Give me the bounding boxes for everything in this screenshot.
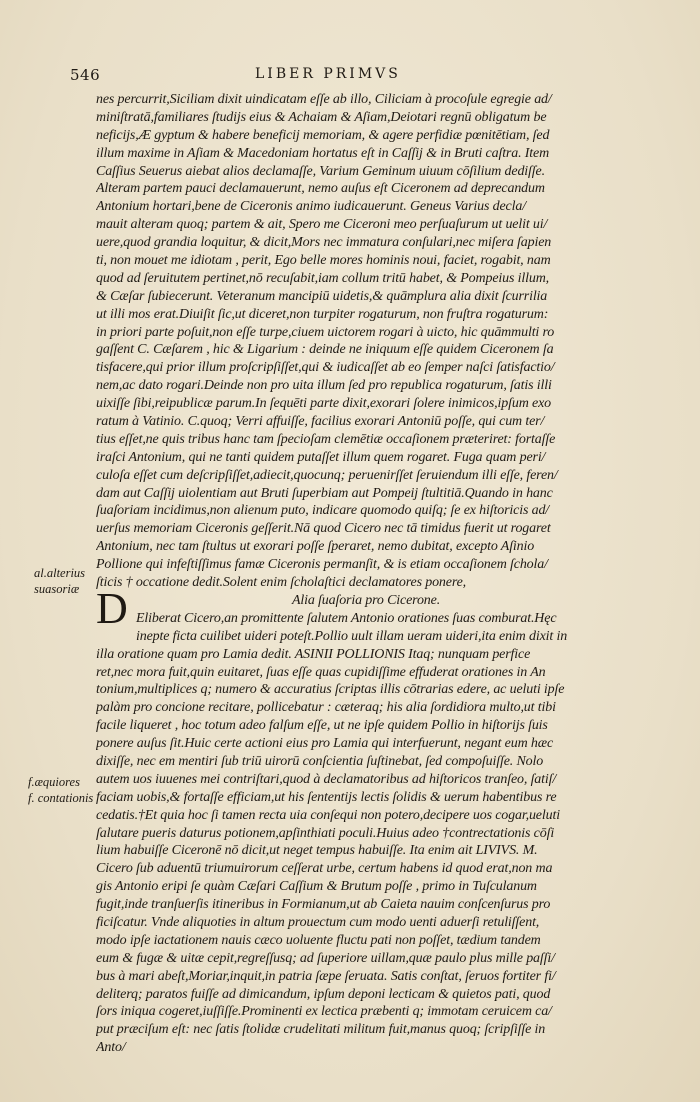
text-line: Antonium hortari,bene de Ciceronis animo iudicauerunt. Geneus Varius decla/ <box>96 199 526 215</box>
text-line: ratum à Vatinio. C.quoq; Verri affuiſſe, facilius exorari Antoniū poſſe, qui cum ter/ <box>96 414 545 430</box>
text-line: tonium,multiplices q; numero & accuratius ſcriptas illis cōtrarias edere, ac ueluti ipſe <box>96 682 565 698</box>
text-line: faciam uobis,& fortaſſe efficiam,ut his ſententijs lectis ſolidis & uerum habentibus re <box>96 789 557 805</box>
text-line: gaſſent C. Cæſarem , hic & Ligarium : deinde ne iniquum eſſe quidem Ciceronem ſa <box>96 342 554 358</box>
text-line: deliterq; paratos fuiſſe ad dimicandum, ipſum deponi lecticam & quietos pati, quod <box>96 986 551 1002</box>
text-line: Anto/ <box>96 1040 126 1056</box>
text-line: & Cæſar ſubiecerunt. Veteranum mancipiū uidetis,& quāmplura alia dixit ſcurrilia <box>96 288 548 304</box>
text-line: palàm pro concione recitare, pollicebatur : cæteraq; his alia ſordidiora multo,ut tibi <box>96 700 556 716</box>
text-line: Pollione qui infeſtiſſimus famæ Ciceronis permanſit, & is etiam occaſionem ſchola/ <box>96 557 548 573</box>
text-line: ponere auſus ſit.Huic certe actioni eius pro Lamia qui interfuerunt, negant eum hæc <box>96 736 554 752</box>
text-line: tisfacere,qui prior illum proſcripſiſſet,qui & iudicaſſet ab eo ſemper naſci ſatisfactio/ <box>96 360 555 376</box>
text-line: illa oratione quam pro Lamia dedit. ASINII POLLIONIS Itaq; nunquam perfice <box>96 646 531 662</box>
text-line: uere,quod grandia loquitur, & dicit,Mors nec immatura conſulari,nec miſera ſapien <box>96 235 552 251</box>
text-line: nes percurrit,Siciliam dixit uindicatam eſſe ab illo, Ciliciam à procoſule egregie ad/ <box>96 92 552 107</box>
text-line: miniſtratā,familiares ſtudijs eius & Achaiam & Aſiam,Deiotari regnū obligatum be <box>96 109 547 125</box>
text-line: fugit,inde tranſuerſis itineribus in Formianum,ut ab Caieta nauim conſcenſurus pro <box>96 897 551 913</box>
text-line: ſalutare pueris daturus potionem,apſinthiati poculi.Huius adeo †contrectationis cōſi <box>96 825 555 841</box>
text-line: uixiſſe ſibi,reipublicæ parum.In ſequēti parte dixit,exorari ſolere inimicos,ipſum exo <box>96 396 551 412</box>
text-line: put præciſum eſt: nec ſatis ſtolidæ crudelitati militum fuit,manus quoq; ſcripſiſſe in <box>96 1022 546 1038</box>
text-line: autem uos iuuenes mei contriſtari,quod à declamatoribus ad hiſtoricos tranſeo, ſatiſ/ <box>96 771 557 787</box>
text-line: mauit alteram quoq; partem & ait, Spero me Ciceroni meo perſuaſurum ut uelit ui/ <box>96 217 548 233</box>
margin-note-text: f.æquiores f. contationis <box>28 775 94 805</box>
text-line: uerſus memoriam Ciceronis geſſerit.Nā quod Cicero nec tā timidus fuerit ut rogaret <box>96 521 551 537</box>
text-line: dixiſſe, nec em mentiri ſub triū uirorū conſcientia ſuſtinebat, ſed compoſuiſſe. Nolo <box>96 753 544 769</box>
text-line: modo ipſe iactationem nauis cæco uoluente fluctu pati non poſſet, tædium tandem <box>96 932 541 948</box>
text-line: iraſci Antonium, qui ne tanti quidem putaſſet illum quem rogaret. Fuga quam peri/ <box>96 449 546 465</box>
drop-initial: D <box>96 584 128 633</box>
text-line: ficiſcatur. Vnde aliquoties in altum prouectum cum modo uenti aduerſi retuliſſent, <box>96 914 540 930</box>
text-line: culoſa eſſet cum deſcripſiſſet,adiecit,quocunq; peruenirſſet ſeruiendum illi eſſe, feren/ <box>96 467 558 483</box>
text-line: Antonium, nec tam ſtultus ut exorari poſſe ſperaret, nemo dubitat, excepto Aſinio <box>96 539 535 555</box>
text-line: inepte ficta cuilibet uideri poteſt.Pollio uult illam ueram uideri,ita enim dixit in <box>136 628 568 644</box>
margin-note <box>34 565 85 597</box>
text-line: ſors iniqua cogeret,iuſſiſſe.Prominenti ex lectica præbenti q; immotam ceruicem ca/ <box>96 1004 552 1020</box>
text-line: dam aut Caſſij uiolentiam aut Bruti ſuperbiam aut Pompeij ſtultitiā.Quando in hanc <box>96 485 553 501</box>
text-line: ut illi mos erat.Diuiſit ſic,ut diceret,non turpiter rogaturum, non fruſtra rogaturum: <box>96 306 549 322</box>
text-line: cedatis.†Et quia hoc ſi tamen recta uia conſequi non potero,decipere uos cogar,ueluti <box>96 807 560 823</box>
text-line: facile liqueret , hoc totum adeo falſum eſſe, ut ne ipſe quidem Pollio in hiſtorijs ſuis <box>96 718 548 734</box>
text-line: nem,ac dato rogari.Deinde non pro uita illum ſed pro republica rogaturum, ſatis illi <box>96 378 552 394</box>
text-line: Eliberat Cicero,an promittente ſalutem Antonio orationes ſuas comburat.Hęc <box>136 610 557 626</box>
text-line: ret,nec mora fuit,quin euitaret, ſuas eſſe quas cupidiſſime effuderat orationes in An <box>96 664 546 680</box>
margin-note-text: al.alterius suasoriæ <box>34 566 86 596</box>
margin-note <box>28 774 93 806</box>
text-line: eum & fugæ & uitæ cepit,regreſſusq; ad ſuperiore uillam,quæ paulo plus mille paſſi/ <box>96 950 555 966</box>
text-line: neficijs,Æ gyptum & habere beneficij memoriam, & agere perfidiæ pœnitētiam, ſed <box>96 127 550 143</box>
text-line: ſticis † occatione dedit.Solent enim ſcholaſtici declamatores ponere, <box>96 575 467 591</box>
text-line: gis Antonio eripi ſe quàm Cæſari Caſſium & Brutum poſſe , primo in Tuſculanum <box>96 879 537 895</box>
text-line: ſuaſoriam incidimus,non alienum puto, indicare quomodo quiſq; ſe ex hiſtoricis ad/ <box>96 503 550 519</box>
text-line: Cicero ſub aduentū triumuirorum ceſſerat urbe, certum habens id quod erat,non ma <box>96 861 553 877</box>
text-line: tius eſſet,ne quis tribus hanc tam ſpecioſam clemētiæ occaſionem præteriret: fortaſſe <box>96 431 556 447</box>
text-line: Alia ſuaſoria pro Cicerone. <box>291 592 441 608</box>
page-header <box>70 66 640 90</box>
text-line: lium habuiſſe Ciceronē nō dicit,ut neget tempus habuiſſe. Ita enim ait LIVIVS. M. <box>96 843 538 859</box>
page-number: 546 <box>70 66 101 84</box>
text-line: bus à mari abeſt,Moriar,inquit,in patria ſæpe ſeruata. Satis conſtat, ſeruos fortiter fi/ <box>96 968 556 984</box>
text-line: quod ad ſeruitutem pertinet,nō recuſabit,iam collum tritū habet, & Pompeius illum, <box>96 270 550 286</box>
text-line: Caſſius Seuerus aiebat alios declamaſſe, Varium Geminum uiuum cōſilium dediſſe. <box>96 163 545 179</box>
text-line: illum maxime in Aſiam & Macedoniam hortatus eſt in Caſſij & in Bruti caſtra. Item <box>96 145 550 161</box>
body-text <box>96 91 636 1057</box>
text-line: Alteram partem pauci declamauerunt, nemo auſus eſt Ciceronem ad deprecandum <box>96 181 545 197</box>
running-head: LIBER PRIMVS <box>255 66 401 82</box>
text-line: ti, non mouet me idiotam , perit, Ego belle mores hominis noui, faciet, rogabit, nam <box>96 253 551 269</box>
text-line: in priori parte poſuit,non eſſe turpe,ciuem uictorem rogari à uicto, hic quāmmulti ro <box>96 324 555 340</box>
